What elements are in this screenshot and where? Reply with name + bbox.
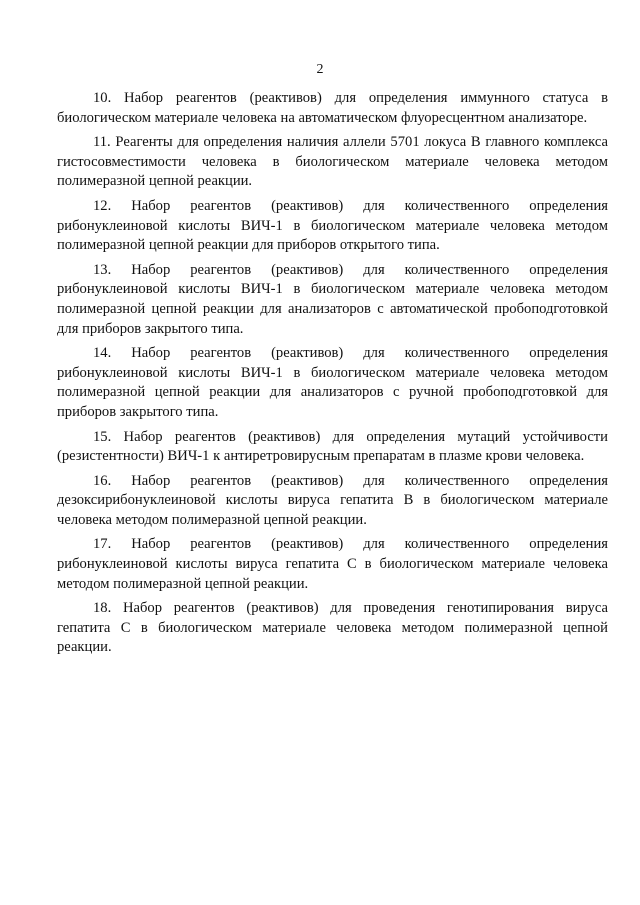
item-list bbox=[57, 89, 608, 663]
list-item-13: 13. Набор реагентов (реактивов) для количественного определения рибонуклеиновой кислоты ВИЧ-1 в биологическом материале человека методом полимеразной цепной реакции для анализаторов с автоматической пробоподготовкой для приборов закрытого типа. bbox=[57, 261, 608, 337]
list-item-17: 17. Набор реагентов (реактивов) для количественного определения рибонуклеиновой кислоты вируса гепатита С в биологическом материале человека методом полимеразной цепной реакции. bbox=[57, 536, 608, 592]
list-item-10: 10. Набор реагентов (реактивов) для определения иммунного статуса в биологическом материале человека на автоматическом флуоресцентном анализаторе. bbox=[57, 90, 608, 126]
list-item-15: 15. Набор реагентов (реактивов) для определения мутаций устойчивости (резистентности) ВИЧ-1 к антиретровирусным препаратам в плазме крови человека. bbox=[57, 428, 608, 465]
list-item-14: 14. Набор реагентов (реактивов) для количественного определения рибонуклеиновой кислоты ВИЧ-1 в биологическом материале человека методом полимеразной цепной реакции для анализаторов с ручной пробоподготовкой для приборов закрытого типа. bbox=[57, 345, 608, 420]
list-item-16: 16. Набор реагентов (реактивов) для количественного определения дезоксирибонуклеиновой кислоты вируса гепатита В в биологическом материале человека методом полимеразной цепной реакции. bbox=[57, 472, 608, 528]
page-number: 2 bbox=[316, 62, 324, 77]
list-item-11: 11. Реагенты для определения наличия аллели 5701 локуса В главного комплекса гистосовместимости человека в биологическом материале человека методом полимеразной цепной реакции. bbox=[57, 134, 608, 190]
list-item-12: 12. Набор реагентов (реактивов) для количественного определения рибонуклеиновой кислоты ВИЧ-1 в биологическом материале человека методом полимеразной цепной реакции для приборов открытого типа. bbox=[57, 197, 608, 254]
list-item-18: 18. Набор реагентов (реактивов) для проведения генотипирования вируса гепатита С в биологическом материале человека методом полимеразной цепной реакции. bbox=[57, 600, 608, 656]
